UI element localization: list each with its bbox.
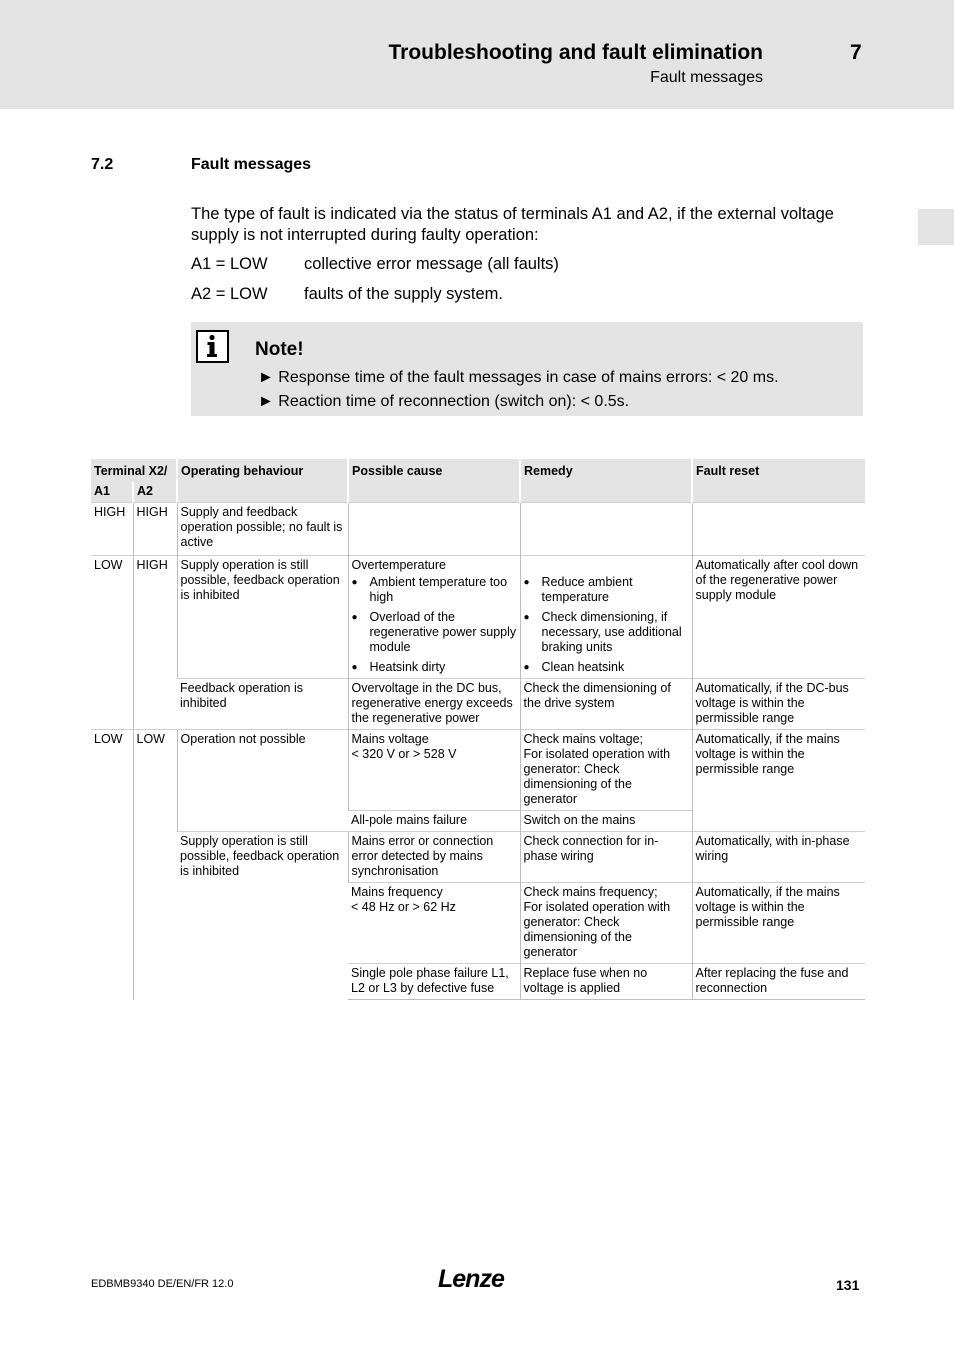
section-number: 7.2 (91, 156, 114, 173)
cell-reset (692, 503, 865, 556)
header-behaviour: Operating behaviour (177, 459, 348, 503)
cell-cause (348, 730, 520, 811)
cause-list (352, 575, 517, 675)
cell-cause (348, 503, 520, 556)
definition-key: A2 = LOW (191, 285, 268, 303)
list-item: ● Heatsink dirty (370, 660, 517, 675)
definition-value: faults of the supply system. (304, 285, 504, 303)
header-a1: A1 (91, 482, 133, 503)
header-reset: Fault reset (692, 459, 865, 503)
cell-cause (348, 883, 520, 964)
cause-line: Mains voltage (351, 732, 429, 746)
cell-reset: Automatically, if the mains voltage is within the permissible range (692, 730, 865, 832)
cell-behaviour: Supply operation is still possible, feedback operation is inhibited (177, 832, 348, 1000)
table-row (91, 679, 865, 730)
cell-behaviour: Operation not possible (177, 730, 348, 832)
lenze-logo: Lenze (438, 1265, 504, 1293)
list-item: ● Check dimensioning, if necessary, use additional braking units (542, 610, 689, 655)
cell-remedy: Replace fuse when no voltage is applied (520, 964, 692, 1000)
cause-line: < 320 V or > 528 V (351, 747, 457, 761)
cell-cause: Single pole phase failure L1, L2 or L3 by defective fuse (348, 964, 520, 1000)
cell-reset: Automatically, with in-phase wiring (692, 832, 865, 883)
remedy-line: Check mains voltage; (523, 732, 644, 746)
cause-line: < 48 Hz or > 62 Hz (351, 900, 456, 914)
definition-value: collective error message (all faults) (304, 255, 559, 273)
definition-key: A1 = LOW (191, 255, 268, 273)
cell-behaviour: Feedback operation is inhibited (177, 679, 348, 730)
cell-a2: HIGH (133, 556, 177, 730)
cell-reset: After replacing the fuse and reconnection (692, 964, 865, 1000)
table-row (91, 832, 865, 883)
table-row (91, 503, 865, 556)
definition-a2 (191, 285, 503, 304)
intro-paragraph: The type of fault is indicated via the status of terminals A1 and A2, if the external voltage supply is not interrupted during faulty operation: (191, 205, 834, 244)
info-icon (196, 330, 229, 363)
note-box (191, 322, 863, 416)
cell-remedy: Check the dimensioning of the drive system (520, 679, 692, 730)
cell-a1: HIGH (91, 503, 133, 556)
header-terminal: Terminal X2/ (91, 459, 177, 482)
list-item: ● Reduce ambient temperature (542, 575, 689, 605)
header-a2: A2 (133, 482, 177, 503)
cell-reset: Automatically, if the DC-bus voltage is within the permissible range (692, 679, 865, 730)
cell-a2: LOW (133, 730, 177, 1000)
page-number: 131 (836, 1277, 860, 1293)
section-title: Fault messages (191, 156, 312, 173)
cell-remedy (520, 556, 692, 679)
remedy-line: For isolated operation with generator: Check dimensioning of the generator (523, 747, 671, 806)
table-row (91, 556, 865, 679)
cell-a1: LOW (91, 730, 133, 1000)
note-title: Note! (255, 339, 304, 360)
chapter-number: 7 (850, 41, 862, 64)
list-item: ● Ambient temperature too high (370, 575, 517, 605)
cell-cause (348, 556, 520, 679)
fault-table (91, 459, 865, 1000)
chapter-title: Troubleshooting and fault elimination (388, 41, 763, 64)
cause-line: Mains frequency (351, 885, 443, 899)
note-item: ► Response time of the fault messages in case of mains errors: < 20 ms. (258, 369, 779, 386)
cell-remedy: Check connection for in-phase wiring (520, 832, 692, 883)
remedy-line: Check mains frequency; (523, 885, 658, 899)
cell-cause: Overvoltage in the DC bus, regenerative energy exceeds the regenerative power (348, 679, 520, 730)
header-cause: Possible cause (348, 459, 520, 503)
chapter-subtitle: Fault messages (650, 69, 763, 86)
document-code: EDBMB9340 DE/EN/FR 12.0 (91, 1278, 234, 1290)
definition-a1 (191, 255, 559, 274)
cell-remedy (520, 883, 692, 964)
header-remedy: Remedy (520, 459, 692, 503)
cell-cause: All-pole mains failure (348, 811, 520, 832)
list-item: ● Overload of the regenerative power supply module (370, 610, 517, 655)
cell-cause: Mains error or connection error detected by mains synchronisation (348, 832, 520, 883)
table-row (91, 730, 865, 811)
list-item: ● Clean heatsink (542, 660, 689, 675)
cell-remedy (520, 503, 692, 556)
cell-reset: Automatically, if the mains voltage is within the permissible range (692, 883, 865, 964)
side-tab-marker (918, 209, 954, 245)
cell-a1: LOW (91, 556, 133, 730)
cell-a2: HIGH (133, 503, 177, 556)
cell-behaviour: Supply and feedback operation possible; no fault is active (177, 503, 348, 556)
cell-remedy: Switch on the mains (520, 811, 692, 832)
note-item: ► Reaction time of reconnection (switch on): < 0.5s. (258, 393, 630, 410)
cause-title: Overtemperature (351, 558, 446, 572)
remedy-list (524, 575, 689, 675)
cell-behaviour: Supply operation is still possible, feedback operation is inhibited (177, 556, 348, 679)
cell-reset: Automatically after cool down of the regenerative power supply module (692, 556, 865, 679)
remedy-line: For isolated operation with generator: Check dimensioning of the generator (523, 900, 671, 959)
cell-remedy (520, 730, 692, 811)
